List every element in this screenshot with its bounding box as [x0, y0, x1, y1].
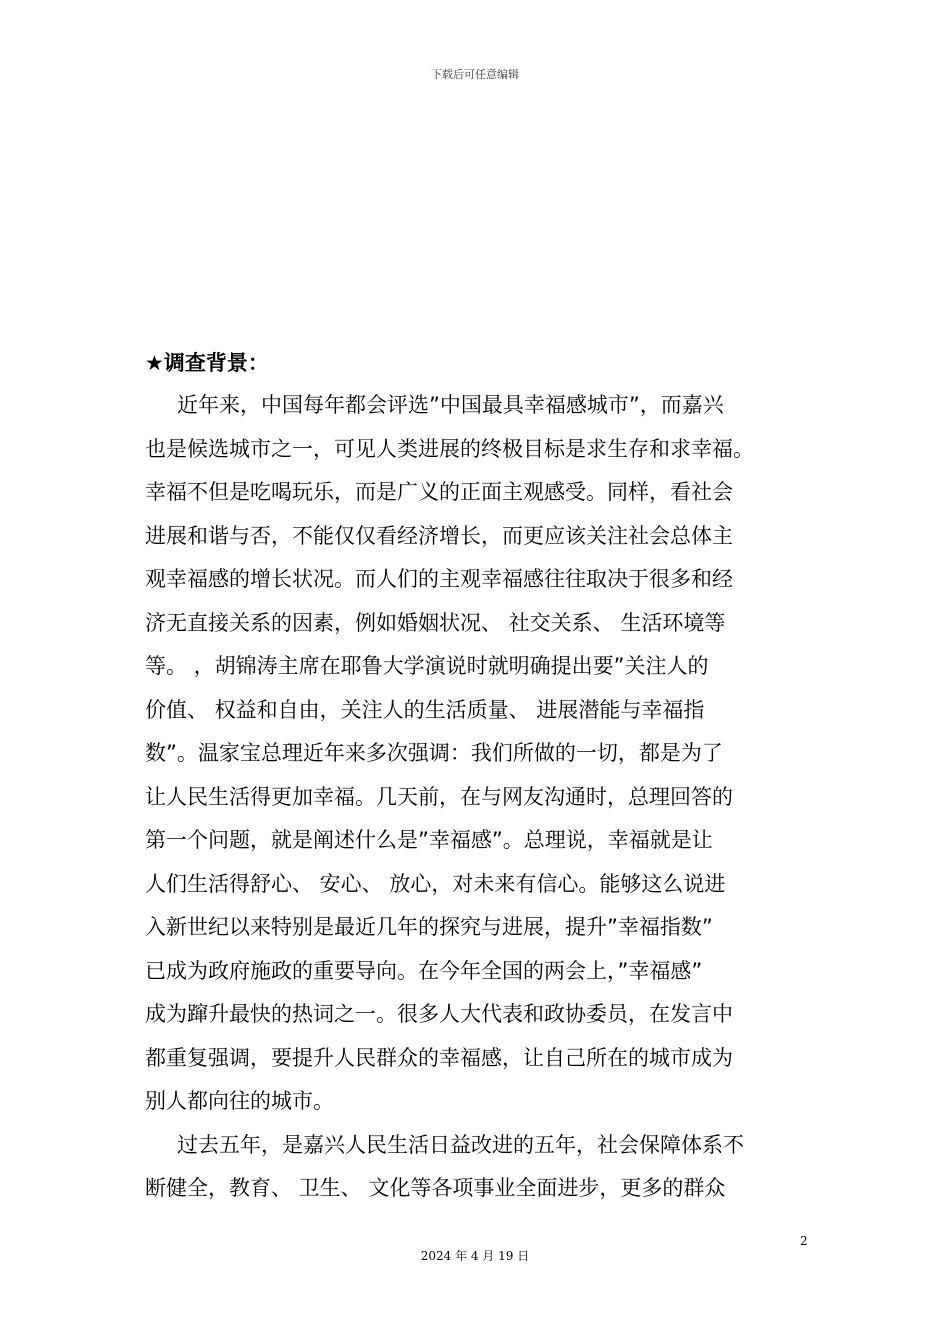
paragraph-line: 近年来，中国每年都会评选”中国最具幸福感城市”，而嘉兴: [177, 393, 724, 417]
paragraph-line: 观幸福感的增长状况。而人们的主观幸福感往往取决于很多和经: [145, 567, 733, 591]
paragraph-line: 价值、 权益和自由，关注人的生活质量、 进展潜能与幸福指: [145, 697, 705, 722]
paragraph-line: 别人都向往的城市。: [145, 1089, 334, 1113]
paragraph-line: 已成为政府施政的重要导向。在今年全国的两会上，”幸福感”: [145, 958, 703, 983]
paragraph-line: 成为蹿升最快的热词之一。很多人大代表和政协委员，在发言中: [145, 1002, 733, 1026]
paragraph-line: 幸福不但是吃喝玩乐，而是广义的正面主观感受。同样，看社会: [145, 480, 733, 504]
paragraph-line: 进展和谐与否，不能仅仅看经济增长，而更应该关注社会总体主: [145, 523, 733, 548]
paragraph-line: 人们生活得舒心、 安心、 放心，对未来有信心。能够这么说进: [145, 871, 726, 896]
paragraph-line: 也是候选城市之一，可见人类进展的终极目标是求生存和求幸福。: [145, 436, 754, 461]
paragraph-1: [145, 384, 825, 1124]
page-footer-date: 2024 年 4 月 19 日: [420, 1249, 530, 1263]
document-body: [145, 342, 825, 1211]
page-number: 2: [800, 1234, 808, 1248]
paragraph-line: 过去五年，是嘉兴人民生活日益改进的五年，社会保障体系不: [177, 1132, 744, 1157]
paragraph-line: 入新世纪以来特别是最近几年的探究与进展，提升”幸福指数”: [145, 915, 713, 939]
paragraph-line: 断健全，教育、 卫生、 文化等各项事业全面进步，更多的群众: [145, 1176, 726, 1200]
paragraph-line: 第一个问题，就是阐述什么是”幸福感”。总理说，幸福就是让: [145, 828, 713, 852]
page-header: 下载后可任意编辑: [431, 68, 519, 81]
paragraph-line: 数”。温家宝总理近年来多次强调：我们所做的一切，都是为了: [145, 741, 723, 765]
section-heading: ★调查背景：: [145, 351, 269, 375]
paragraph-line: 都重复强调，要提升人民群众的幸福感，让自己所在的城市成为: [145, 1045, 733, 1070]
paragraph-line: 等。 ，胡锦涛主席在耶鲁大学演说时就明确提出要”关注人的: [145, 654, 709, 678]
paragraph-line: 济无直接关系的因素，例如婚姻状况、 社交关系、 生活环境等: [145, 610, 726, 635]
paragraph-line: 让人民生活得更加幸福。几天前，在与网友沟通时，总理回答的: [145, 784, 733, 809]
paragraph-2: [145, 1124, 825, 1211]
